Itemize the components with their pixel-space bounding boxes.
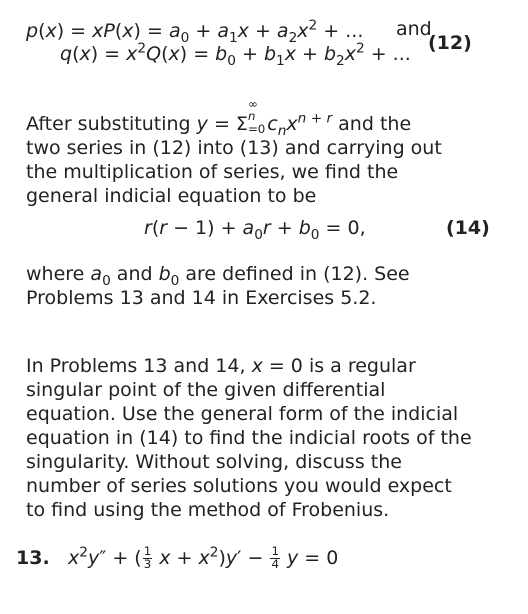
series-y-formula: y = Σ ∞ n =0 $c_nx^{n + r}$ <box>196 97 333 139</box>
paragraph-instructions <box>26 354 506 522</box>
problem-13-equation: $x^2y''$ + ( $\frac{1}{3}$ $x + x^2)y'$ − $\frac{1}{4}$ y = 0 <box>68 544 339 572</box>
singular-point-x0: x = 0 <box>251 355 303 377</box>
para3-line6: number of series solutions you would expect <box>26 475 452 497</box>
para1-line4: general indicial equation to be <box>26 184 317 207</box>
eq12-and-word: and <box>396 18 432 40</box>
symbol-b0: $b_0$ <box>158 263 180 289</box>
eq12-line2: $q(x) = x^2Q(x) = b_0 + b_1x + b_2x^2$ + ... <box>60 40 411 69</box>
eq12-line1: $p(x) = xP(x) = a_0 + a_1x + a_2x^2$ + ... <box>26 17 364 46</box>
para3-line1: In Problems 13 and 14, x = 0 is a regular <box>26 355 416 377</box>
eq12-number: (12) <box>428 32 472 54</box>
para3-line7: to find using the method of Frobenius. <box>26 499 390 521</box>
para3-line3: equation. Use the general form of the indicial <box>26 403 459 425</box>
eq14-indicial-equation: $r(r - 1) + a_0r + b_0 = 0$, <box>144 217 366 243</box>
para1-line2: two series in (12) into (13) and carrying out <box>26 136 442 159</box>
para1-line3: the multiplication of series, we find the <box>26 160 399 183</box>
paragraph-definitions <box>26 262 506 310</box>
para1-line1: After substituting y = Σ ∞ n =0 $c_nx^{n + r}$ and the <box>26 97 412 139</box>
para3-line2: singular point of the given differential <box>26 379 386 401</box>
para2-line1: where $a_0$ and $b_0$ are defined in (12). See <box>26 263 410 289</box>
symbol-a0: $a_0$ <box>90 263 111 289</box>
para3-line4: equation in (14) to find the indicial roots of the <box>26 427 472 449</box>
para3-line5: singularity. Without solving, discuss the <box>26 451 402 473</box>
eq14-number: (14) <box>446 217 490 239</box>
para2-line2: Problems 13 and 14 in Exercises 5.2. <box>26 287 377 309</box>
paragraph-substitution <box>26 98 506 208</box>
problem-13-number: 13. <box>16 547 50 569</box>
